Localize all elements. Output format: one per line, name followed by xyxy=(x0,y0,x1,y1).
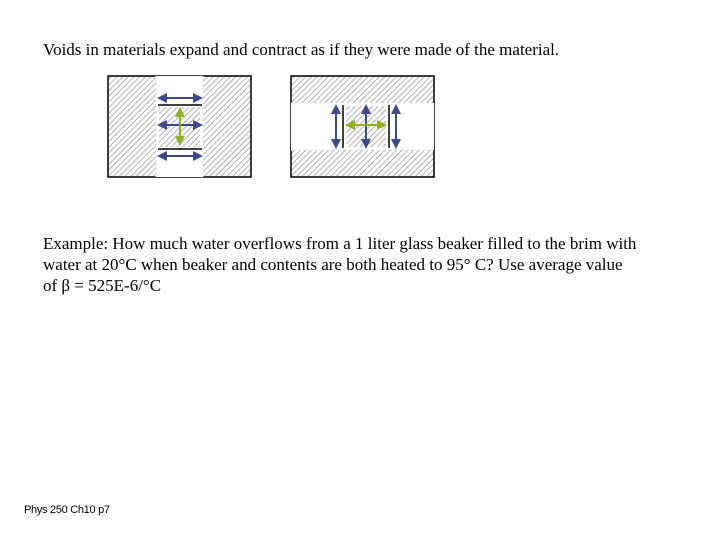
example-line-1: Example: How much water overflows from a 1 liter glass beaker filled to the brim with xyxy=(43,234,637,253)
void-diagram-left xyxy=(107,75,253,179)
slide-heading: Voids in materials expand and contract as if they were made of the material. xyxy=(43,40,560,59)
example-line-2: water at 20°C when beaker and contents are both heated to 95° C? Use average value xyxy=(43,255,623,274)
page-footer: Phys 250 Ch10 p7 xyxy=(24,504,110,516)
void-diagram-right xyxy=(290,75,436,179)
example-problem xyxy=(43,233,693,296)
example-line-3: of β = 525E-6/°C xyxy=(43,276,162,295)
